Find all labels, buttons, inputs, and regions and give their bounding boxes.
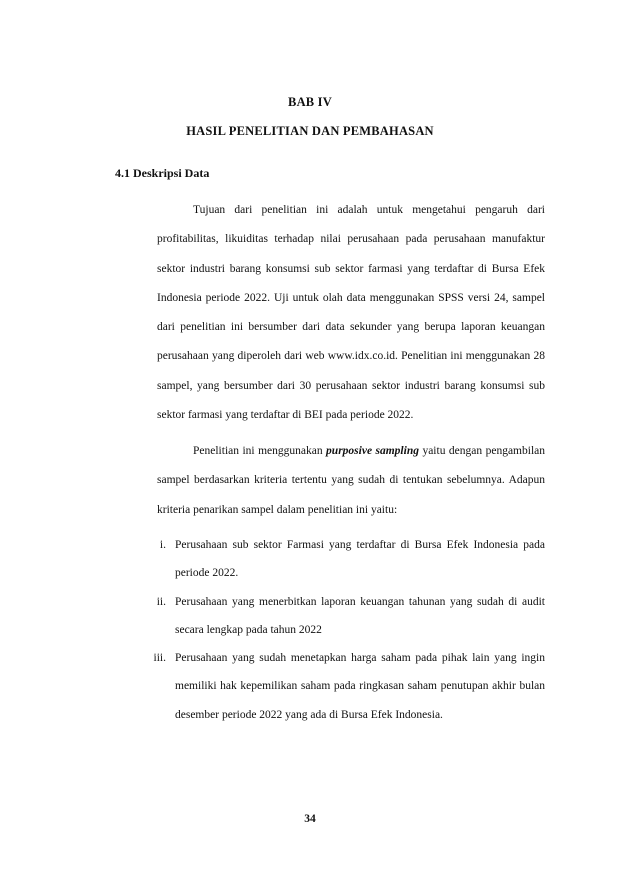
list-item-text: Perusahaan yang menerbitkan laporan keuangan tahunan yang sudah di audit secara lengkap pada tahun 2022	[175, 595, 545, 636]
paragraph-text-start: Penelitian ini menggunakan	[193, 445, 327, 457]
section-heading: 4.1 Deskripsi Data	[115, 166, 210, 180]
list-item	[130, 588, 545, 645]
paragraph-text: Tujuan dari penelitian ini adalah untuk mengetahui pengaruh dari profitabilitas, likuiditas terhadap nilai perusahaan pada perusahaan manufaktur sektor industri barang konsumsi sub sektor farmasi yang terdaftar di Bursa Efek Indonesia periode 2022. Uji untuk olah data menggunakan SPSS versi 24, sampel dari penelitian ini bersumber dari data sekunder yang berupa laporan keuangan perusahaan yang diperoleh dari web www.idx.co.id. Penelitian ini menggunakan 28 sampel, yang bersumber dari 30 perusahaan sektor industri barang konsumsi sub sektor farmasi yang terdaftar di BEI pada periode 2022.	[157, 204, 545, 422]
list-item	[130, 644, 545, 729]
list-item-text: Perusahaan sub sektor Farmasi yang terdaftar di Bursa Efek Indonesia pada periode 2022.	[175, 539, 545, 580]
list-item	[130, 531, 545, 588]
emphasis-term: purposive sampling	[326, 445, 419, 457]
paragraph-text-end: yaitu dengan pengambilan sampel berdasarkan kriteria tertentu yang sudah di tentukan sebelumnya. Adapun kriteria penarikan sampel dalam penelitian ini yaitu:	[157, 445, 545, 516]
paragraph-text	[157, 437, 545, 525]
list-item-number: ii.	[156, 595, 166, 608]
page-number: 34	[304, 813, 316, 825]
paragraph-sampling	[157, 437, 545, 525]
chapter-title: HASIL PENELITIAN DAN PEMBAHASAN	[186, 124, 434, 138]
list-item-number: i.	[159, 539, 166, 551]
chapter-number: BAB IV	[288, 95, 332, 109]
paragraph-description	[157, 196, 545, 430]
list-item-number: iii.	[153, 652, 166, 665]
criteria-list	[130, 531, 545, 729]
list-item-text: Perusahaan yang sudah menetapkan harga saham pada pihak lain yang ingin memiliki hak kepemilikan saham pada ringkasan saham penutupan akhir bulan desember periode 2022 yang ada di Bursa Efek Indonesia.	[175, 652, 545, 721]
